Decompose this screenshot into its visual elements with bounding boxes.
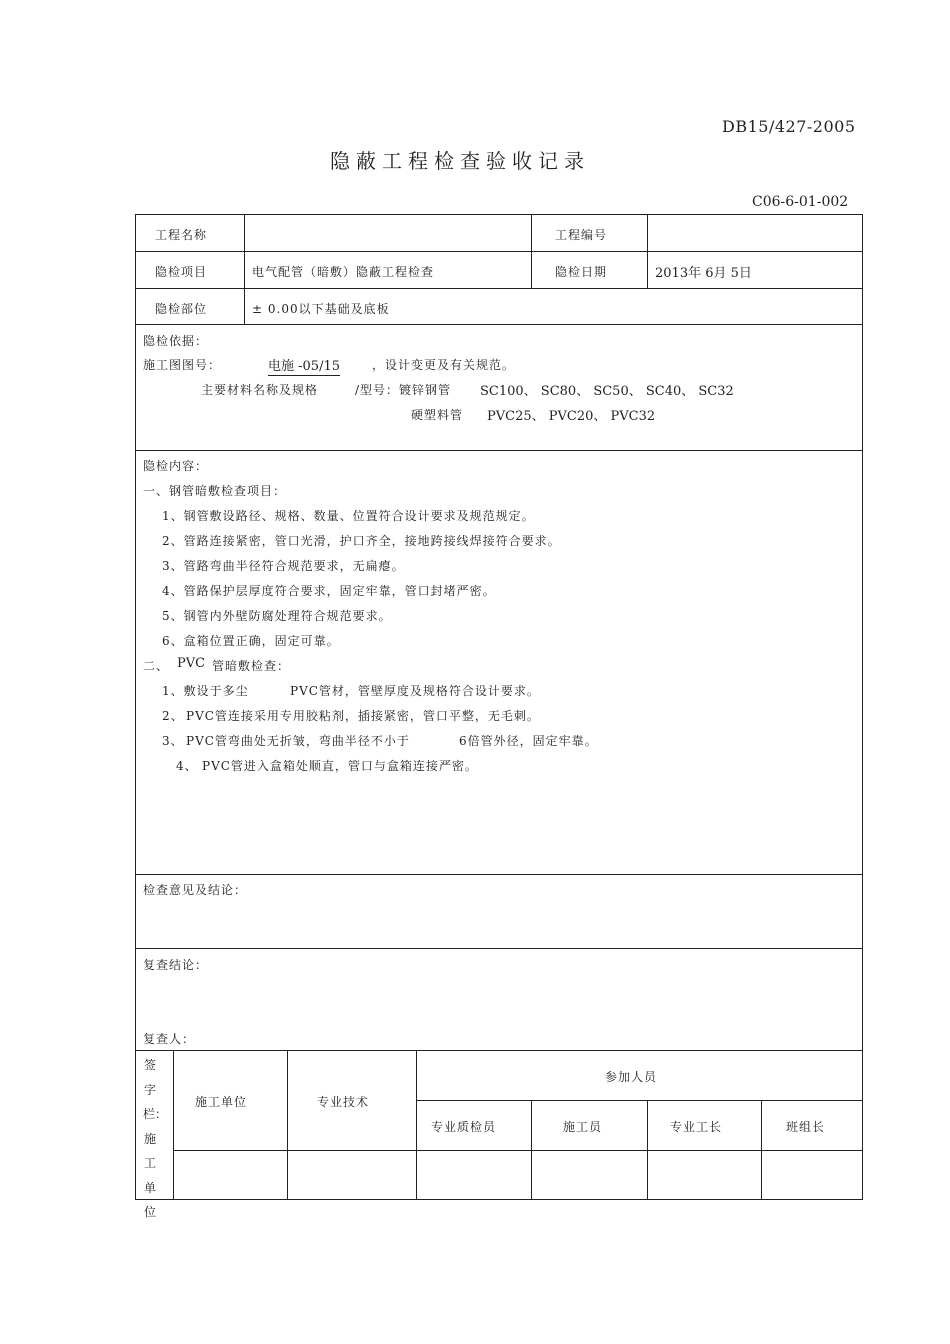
pvc-item-4-prefix: 4、 — [176, 759, 198, 773]
sign-col-construction-unit: 施工单位 — [195, 1095, 248, 1109]
sign-sub-foreman: 专业工长 — [670, 1120, 723, 1134]
pvc-item-2-text: PVC管连接采用专用胶粘剂，插接紧密，管口平整，无毛刺。 — [186, 709, 540, 723]
sign-group-participants: 参加人员 — [605, 1070, 658, 1084]
steel-section-title: 一、钢管暗敷检查项目： — [143, 484, 287, 498]
basis-drawing-prefix: 施工图图号： — [143, 358, 222, 372]
col-divider — [416, 1050, 417, 1200]
steel-item: 5、钢管内外壁防腐处理符合规范要求。 — [162, 609, 392, 623]
steel-item: 2、管路连接紧密，管口光滑，护口齐全，接地跨接线焊接符合要求。 — [162, 534, 561, 548]
steel-item: 1、钢管敷设路径、规格、数量、位置符合设计要求及规范规定。 — [162, 509, 535, 523]
sign-sub-team-leader: 班组长 — [786, 1120, 826, 1134]
project-label: 工程名称 — [155, 228, 208, 242]
col-divider — [244, 214, 245, 324]
review-heading: 复查结论： — [143, 958, 209, 972]
col-divider — [531, 1100, 532, 1200]
row-divider — [135, 324, 863, 325]
row-divider — [135, 948, 863, 949]
reviewer-label: 复查人： — [143, 1032, 196, 1046]
col-divider — [647, 1100, 648, 1200]
item-value: 电气配管（暗敷）隐蔽工程检查 — [252, 265, 435, 279]
pvc-section-number: 二、 — [143, 659, 170, 673]
col-divider — [647, 214, 648, 288]
col-divider — [173, 1050, 174, 1200]
steel-item: 4、管路保护层厚度符合要求，固定牢靠，管口封堵严密。 — [162, 584, 496, 598]
content-heading: 隐检内容： — [143, 459, 209, 473]
form-title: 隐蔽工程检查验收记录 — [330, 149, 590, 173]
basis-pvc-prefix: 硬塑料管 — [411, 408, 464, 422]
basis-drawing-suffix: ，设计变更及有关规范。 — [372, 358, 516, 372]
pvc-item-3-text: PVC管弯曲处无折皱，弯曲半径不小于 — [186, 734, 410, 748]
row-divider — [135, 1050, 863, 1051]
basis-material-type: /型号：镀锌钢管 — [355, 383, 452, 397]
sign-col-technical: 专业技术 — [317, 1095, 370, 1109]
pvc-item-4-text: PVC管进入盒箱处顺直，管口与盒箱连接严密。 — [202, 759, 478, 773]
location-value: ± 0.00以下基础及底板 — [252, 302, 390, 316]
standard-number: DB15/427-2005 — [722, 117, 856, 136]
sign-sub-quality-inspector: 专业质检员 — [431, 1120, 497, 1134]
col-divider — [287, 1050, 288, 1200]
form-code: C06-6-01-002 — [752, 194, 849, 210]
pvc-item-1-prefix: 1、敷设于多尘 — [162, 684, 249, 698]
pvc-item-2-prefix: 2、 — [162, 709, 184, 723]
opinion-label: 检查意见及结论： — [143, 883, 248, 897]
date-label: 隐检日期 — [555, 265, 608, 279]
basis-material-prefix: 主要材料名称及规格 — [201, 383, 319, 397]
item-label: 隐检项目 — [155, 265, 208, 279]
row-divider — [173, 1150, 863, 1151]
pvc-item-1-text: PVC管材，管壁厚度及规格符合设计要求。 — [290, 684, 540, 698]
pvc-section-title: 管暗敷检查： — [212, 659, 291, 673]
sign-sub-constructor: 施工员 — [563, 1120, 603, 1134]
signature-vertical-label: 签字栏：施工单位 — [143, 1058, 168, 1219]
code-label: 工程编号 — [555, 228, 608, 242]
basis-heading: 隐检依据： — [143, 334, 209, 348]
steel-item: 3、管路弯曲半径符合规范要求，无扁瘪。 — [162, 559, 405, 573]
row-divider — [135, 874, 863, 875]
row-divider — [416, 1100, 863, 1101]
basis-steel-specs: SC100、 SC80、 SC50、 SC40、 SC32 — [480, 384, 734, 399]
col-divider — [531, 214, 532, 288]
row-divider — [135, 450, 863, 451]
pvc-item-3-tail: 6倍管外径，固定牢靠。 — [459, 734, 598, 748]
pvc-item-3-prefix: 3、 — [162, 734, 184, 748]
pvc-section-code: PVC — [177, 656, 206, 671]
basis-drawing-number: 电施 -05/15 — [268, 355, 340, 376]
location-label: 隐检部位 — [155, 302, 208, 316]
col-divider — [761, 1100, 762, 1200]
steel-item: 6、盒箱位置正确，固定可靠。 — [162, 634, 340, 648]
basis-pvc-specs: PVC25、 PVC20、 PVC32 — [487, 409, 656, 424]
date-value: 2013年 6月 5日 — [655, 266, 752, 281]
